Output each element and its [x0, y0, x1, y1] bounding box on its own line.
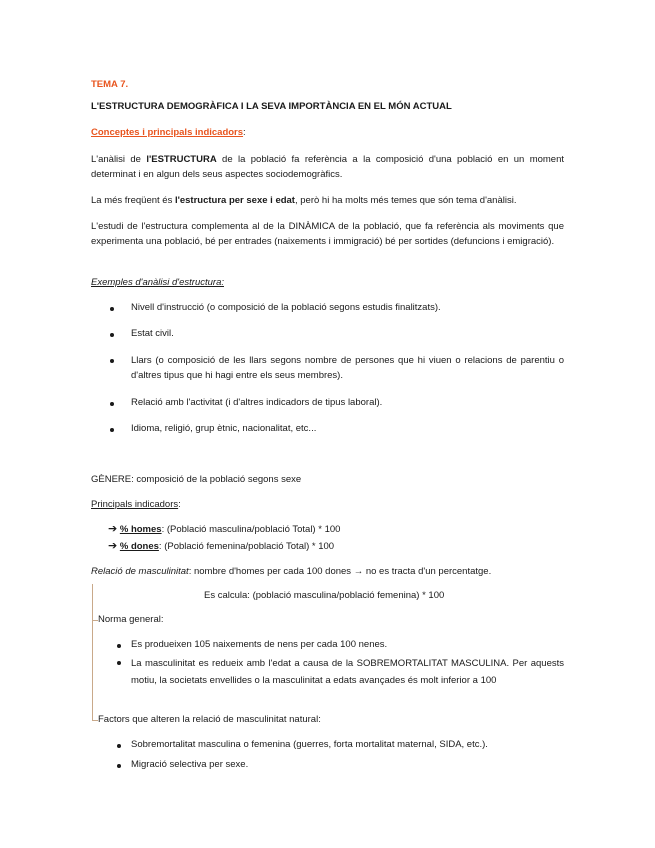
bullet-icon — [117, 661, 121, 665]
indicadors-heading-colon: : — [178, 499, 181, 510]
example-item: Idioma, religió, grup ètnic, nacionalitat, etc... — [131, 423, 317, 434]
example-item: Llars (o composició de les llars segons nombre de persones que hi viuen o relacions de parentiu o d'altres tipus que hi hagi entre els seus membres). — [131, 355, 564, 381]
calcula-formula: Es calcula: (població masculina/població femenina) * 100 — [204, 590, 445, 601]
arrow-right-icon: ➔ — [108, 523, 118, 535]
relacio-label: Relació de masculinitat — [91, 566, 189, 577]
example-item: Relació amb l'activitat (i d'altres indicadors de tipus laboral). — [131, 397, 383, 408]
indicator-homes-label: % homes — [119, 524, 162, 535]
section-heading — [91, 127, 246, 138]
p1-bold: l'ESTRUCTURA — [146, 154, 217, 165]
paragraph-estructura — [91, 152, 564, 182]
norma-heading: Norma general: — [98, 614, 164, 625]
paragraph-frequent — [91, 193, 564, 208]
bracket-line — [92, 584, 93, 720]
indicadors-heading-text: Principals indicadors — [91, 499, 179, 510]
genere-line: GÈNERE: composició de la població segons sexe — [91, 474, 302, 485]
indicator-homes-formula: : (Població masculina/població Total) * 100 — [161, 524, 341, 535]
bullet-icon — [110, 359, 114, 363]
factor-item: Migració selectiva per sexe. — [131, 759, 249, 770]
page-title: L'ESTRUCTURA DEMOGRÀFICA I LA SEVA IMPORTÀNCIA EN EL MÓN ACTUAL — [91, 101, 452, 112]
p1-post: de la població fa referència a la composició d'una població en un moment determinat i en algun dels seus aspectes sociodemogràfics. — [91, 154, 565, 180]
bullet-icon — [117, 764, 121, 768]
bullet-icon — [110, 333, 114, 337]
indicator-dones-formula: : (Població femenina/població Total) * 100 — [158, 541, 335, 552]
indicator-homes — [108, 522, 340, 535]
example-item: Nivell d'instrucció (o composició de la població segons estudis finalitzats). — [131, 302, 441, 313]
section-heading-text: Conceptes i principals indicadors — [91, 127, 244, 138]
factor-item: Sobremortalitat masculina o femenina (guerres, forta mortalitat maternal, SIDA, etc.). — [131, 739, 488, 750]
p2-bold: l'estructura per sexe i edat — [174, 195, 295, 206]
p2-post: , però hi ha molts més temes que són tema d'anàlisi. — [294, 195, 517, 206]
bullet-icon — [110, 428, 114, 432]
indicator-dones-label: % dones — [119, 541, 159, 552]
norma-item: Es produeixen 105 naixements de nens per cada 100 nenes. — [131, 639, 388, 650]
example-item: Estat civil. — [131, 328, 174, 339]
bullet-icon — [110, 307, 114, 311]
bullet-icon — [117, 644, 121, 648]
p2-pre: La més freqüent és — [91, 195, 175, 206]
factors-heading: Factors que alteren la relació de masculinitat natural: — [98, 714, 321, 725]
paragraph-dinamica: L'estudi de l'estructura complementa al de la DINÀMICA de la població, que fa referència als moviments que experimenta una població, bé per entrades (naixements i immigració) bé per sortides (defuncions i emigració). — [91, 221, 564, 247]
relacio-masculinitat — [91, 566, 491, 577]
section-heading-colon: : — [243, 127, 246, 138]
indicator-dones — [108, 539, 334, 552]
examples-heading: Exemples d'anàlisi d'estructura: — [91, 277, 224, 288]
bullet-icon — [117, 744, 121, 748]
bullet-icon — [110, 402, 114, 406]
p1-pre: L'anàlisi de — [91, 154, 147, 165]
arrow-right-icon: ➔ — [108, 540, 118, 552]
relacio-definition: : nombre d'homes per cada 100 dones → no es tracta d'un percentatge. — [188, 566, 492, 577]
norma-item: La masculinitat es redueix amb l'edat a causa de la SOBREMORTALITAT MASCULINA. Per aquests motiu, la societats envellides o la masculinitat a edats avançades és molt inferior a 100 — [131, 658, 564, 686]
indicadors-heading — [91, 499, 181, 510]
tema-label: TEMA 7. — [91, 79, 129, 90]
